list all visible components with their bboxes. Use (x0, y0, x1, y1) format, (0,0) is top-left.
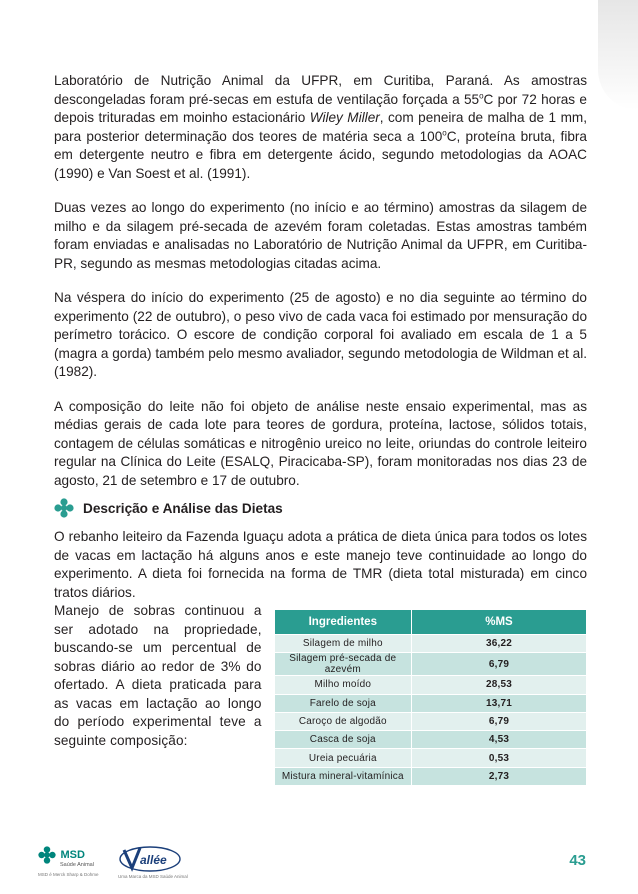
paragraph-text: , com peneira de malha de 1 mm, para posterior determinação dos teores de matéria seca a 100 (54, 110, 587, 144)
paragraph-leftovers: Manejo de sobras continuou a ser adotado na propriedade, buscando-se um percentual de sobras diário ao redor de 3% do ofertado. A dieta praticada para as vacas em lactação ao longo do período experimental teve a seguinte composição: (54, 603, 262, 748)
page-corner-decoration (598, 0, 638, 110)
ingredient-cell: Mistura mineral-vitamínica (274, 767, 411, 785)
page-footer (0, 836, 638, 894)
paragraph-milk-composition: A composição do leite não foi objeto de análise neste ensaio experimental, mas as médias gerais de cada lote para teores de gordura, proteína, lactose, sólidos totais, contagem de células somáticas e nitrogênio ureico no leite, oriundas do controle leiteiro regular na Clínica do Leite (ESALQ, Piracicaba-SP), foram monitoradas nos dias 23 de agosto, 21 de setembro e 17 de outubro. (54, 398, 587, 488)
section-heading (54, 498, 587, 518)
msd-logo-subtitle: Saúde Animal (60, 862, 94, 868)
page-content (54, 72, 587, 786)
ingredient-cell: Silagem de milho (274, 635, 411, 653)
value-cell: 6,79 (412, 712, 587, 730)
ingredient-cell: Caroço de algodão (274, 712, 411, 730)
table-row (274, 749, 586, 767)
value-cell: 13,71 (412, 694, 587, 712)
value-cell: 6,79 (412, 653, 587, 676)
paragraph-text: C, proteína bruta, fibra em detergente neutro e fibra em detergente ácido, segundo metodologias da AOAC (1990) e Van Soest et al. (1991). (54, 128, 587, 181)
brand-name: Wiley Miller (309, 110, 380, 125)
value-cell: 28,53 (412, 676, 587, 694)
ingredient-cell: Casca de soja (274, 731, 411, 749)
paragraph-diet-intro: O rebanho leiteiro da Fazenda Iguaçu adota a prática de dieta única para todos os lotes de vacas em lactação há alguns anos e este manejo teve continuidade ao longo do experimento. A dieta foi fornecida na forma de TMR (dieta total misturada) em cinco tratos diários. (54, 529, 587, 600)
msd-legal-text: MSD é Merck Sharp & Dohme (38, 872, 99, 877)
msd-cross-icon (54, 498, 74, 518)
value-cell: 4,53 (412, 731, 587, 749)
vallee-logo-text: allée (140, 853, 167, 867)
msd-logo-icon (38, 846, 56, 864)
table-row (274, 676, 586, 694)
paragraph-body-weight: Na véspera do início do experimento (25 de agosto) e no dia seguinte ao término do experimento (22 de outubro), o peso vivo de cada vaca foi estimado por mensuração do perímetro torácico. O escore de condição corporal foi avaliado em escala de 1 a 5 (magra a gorda) também pelo mesmo avaliador, segundo metodologia de Wildman et al. (1982). (54, 290, 587, 379)
ingredients-table (274, 609, 587, 786)
column-header-ingredients: Ingredientes (274, 610, 411, 635)
ingredient-cell: Silagem pré-secada de azevém (274, 653, 411, 676)
table-header-row (274, 610, 586, 635)
table-row (274, 731, 586, 749)
msd-logo-text: MSD (60, 849, 85, 861)
vallee-subtitle: Uma Marca da MSD Saúde Animal (118, 874, 188, 879)
value-cell: 0,53 (412, 749, 587, 767)
value-cell: 36,22 (412, 635, 587, 653)
ingredient-cell: Ureia pecuária (274, 749, 411, 767)
vallee-logo (118, 844, 182, 874)
degree-sign: o (442, 127, 447, 137)
ingredient-cell: Milho moído (274, 676, 411, 694)
paragraph-silage-samples: Duas vezes ao longo do experimento (no início e ao término) amostras da silagem de milho e da silagem pré-secada de azevém foram coletadas. Estas amostras também foram enviadas e analisadas no Laboratório de Nutrição Animal da UFPR, em Curitiba-PR, segundo as mesmas metodologias citadas acima. (54, 200, 587, 271)
table-row (274, 653, 586, 676)
page-number: 43 (569, 852, 586, 869)
paragraph-lab-methods (54, 72, 587, 183)
ingredient-cell: Farelo de soja (274, 694, 411, 712)
value-cell: 2,73 (412, 767, 587, 785)
diet-row (54, 602, 587, 786)
paragraph-text: C por 72 horas e depois trituradas em moinho estacionário (54, 91, 587, 125)
table-row (274, 694, 586, 712)
table-row (274, 767, 586, 785)
section-title: Descrição e Análise das Dietas (83, 500, 283, 516)
column-header-ms: %MS (412, 610, 587, 635)
paragraph-text: Laboratório de Nutrição Animal da UFPR, em Curitiba, Paraná. As amostras descongeladas foram pré-secas em estufa de ventilação forçada a 55 (54, 73, 587, 107)
table-row (274, 635, 586, 653)
table-row (274, 712, 586, 730)
degree-sign: o (479, 90, 484, 100)
